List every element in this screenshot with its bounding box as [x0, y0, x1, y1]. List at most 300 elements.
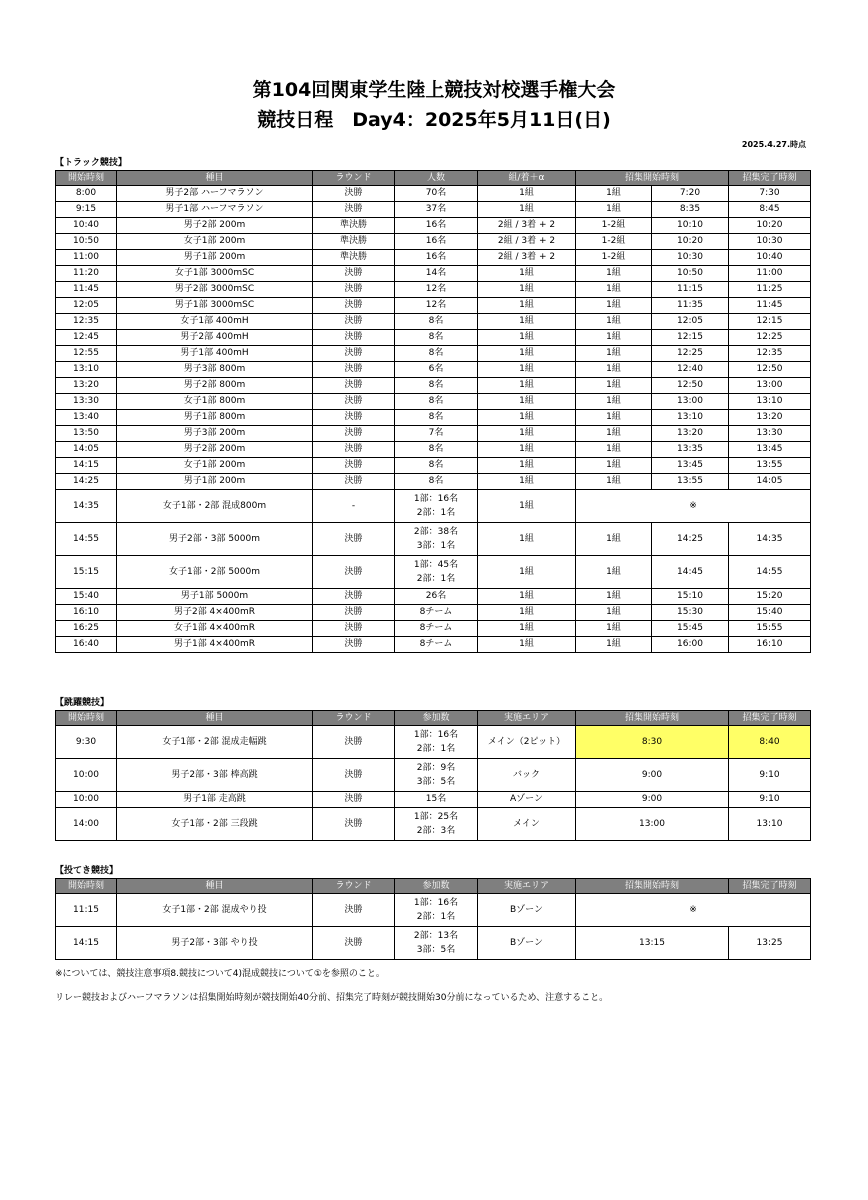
call-group-cell: 1組 [576, 266, 652, 282]
event-cell: 男子1部 5000m [117, 589, 313, 605]
heats-cell: 2組 / 3着 + 2 [478, 250, 576, 266]
start-time-cell: 13:20 [56, 378, 117, 394]
call-start-cell: 13:35 [652, 442, 729, 458]
call-end-cell: 13:10 [729, 808, 811, 841]
round-cell: 決勝 [313, 759, 395, 792]
heats-cell: 1組 [478, 346, 576, 362]
call-merged-cell: ※ [576, 894, 811, 927]
heats-cell: 1組 [478, 266, 576, 282]
page-subtitle: 競技日程 Day4：2025年5月11日(日) [257, 109, 611, 131]
round-cell: 決勝 [313, 346, 395, 362]
heats-cell: 1組 [478, 621, 576, 637]
count-cell [395, 726, 478, 759]
count-cell: 8名 [395, 330, 478, 346]
count-cell: 8名 [395, 442, 478, 458]
header-heats: 組/着＋α [478, 171, 576, 186]
call-group-cell: 1組 [576, 202, 652, 218]
round-cell: 決勝 [313, 726, 395, 759]
count-cell: 70名 [395, 186, 478, 202]
call-end-cell: 13:55 [729, 458, 811, 474]
call-group-cell: 1組 [576, 442, 652, 458]
event-cell: 男子1部 200m [117, 474, 313, 490]
event-cell: 男子2部 3000mSC [117, 282, 313, 298]
call-group-cell: 1組 [576, 330, 652, 346]
round-cell: 決勝 [313, 621, 395, 637]
heats-cell: 1組 [478, 362, 576, 378]
call-start-cell: 13:15 [576, 927, 729, 960]
event-cell: 女子1部 4×400mR [117, 621, 313, 637]
start-time-cell: 15:15 [56, 556, 117, 589]
heats-cell: 1組 [478, 314, 576, 330]
event-cell: 女子1部・2部 混成800m [117, 490, 313, 523]
call-start-cell: 10:20 [652, 234, 729, 250]
round-cell: 決勝 [313, 186, 395, 202]
round-cell: 決勝 [313, 378, 395, 394]
call-group-cell: 1組 [576, 186, 652, 202]
call-end-cell: 13:10 [729, 394, 811, 410]
heats-cell: 2組 / 3着 + 2 [478, 218, 576, 234]
call-end-cell: 13:45 [729, 442, 811, 458]
start-time-cell: 11:00 [56, 250, 117, 266]
event-cell: 女子1部・2部 三段跳 [117, 808, 313, 841]
start-time-cell: 14:55 [56, 523, 117, 556]
table-row [56, 218, 811, 234]
call-group-cell: 1組 [576, 346, 652, 362]
call-end-cell: 8:45 [729, 202, 811, 218]
start-time-cell: 14:25 [56, 474, 117, 490]
call-group-cell: 1組 [576, 589, 652, 605]
table-row [56, 314, 811, 330]
call-start-cell: 13:00 [652, 394, 729, 410]
heats-cell: 1組 [478, 458, 576, 474]
table-row [56, 792, 811, 808]
event-cell: 男子2部 800m [117, 378, 313, 394]
count-cell-line1: 1部：25名 [413, 811, 459, 822]
table-row [56, 490, 811, 523]
round-cell: 決勝 [313, 808, 395, 841]
call-end-cell: 8:40 [729, 726, 811, 759]
call-end-cell: 9:10 [729, 792, 811, 808]
table-row [56, 621, 811, 637]
call-group-cell: 1組 [576, 314, 652, 330]
event-cell: 男子2部・3部 棒高跳 [117, 759, 313, 792]
call-merged-cell: ※ [576, 490, 811, 523]
area-cell: Bゾーン [478, 894, 576, 927]
event-cell: 男子2部 400mH [117, 330, 313, 346]
call-group-cell: 1-2組 [576, 234, 652, 250]
heats-cell: 1組 [478, 637, 576, 653]
track-header-row [56, 171, 811, 186]
area-cell: Aゾーン [478, 792, 576, 808]
event-cell: 男子1部 800m [117, 410, 313, 426]
round-cell: 決勝 [313, 474, 395, 490]
header-call-end: 招集完了時刻 [729, 879, 811, 894]
table-row [56, 605, 811, 621]
call-start-cell: 8:35 [652, 202, 729, 218]
heats-cell: 1組 [478, 330, 576, 346]
header-start-time: 開始時刻 [56, 171, 117, 186]
count-cell [395, 490, 478, 523]
call-group-cell: 1組 [576, 523, 652, 556]
count-cell-line1: 2部：38名 [413, 526, 459, 537]
call-start-cell: 10:10 [652, 218, 729, 234]
call-group-cell: 1組 [576, 298, 652, 314]
round-cell: 決勝 [313, 266, 395, 282]
heats-cell: 2組 / 3着 + 2 [478, 234, 576, 250]
heats-cell: 1組 [478, 490, 576, 523]
table-row [56, 637, 811, 653]
round-cell: 準決勝 [313, 250, 395, 266]
start-time-cell: 9:15 [56, 202, 117, 218]
header-event: 種目 [117, 711, 313, 726]
call-end-cell: 10:20 [729, 218, 811, 234]
header-round: ラウンド [313, 171, 395, 186]
table-row [56, 442, 811, 458]
area-cell: メイン [478, 808, 576, 841]
start-time-cell: 13:30 [56, 394, 117, 410]
round-cell: 決勝 [313, 442, 395, 458]
start-time-cell: 14:35 [56, 490, 117, 523]
call-start-cell: 14:25 [652, 523, 729, 556]
round-cell: 決勝 [313, 362, 395, 378]
count-cell: 8名 [395, 346, 478, 362]
header-call-start: 招集開始時刻 [576, 879, 729, 894]
start-time-cell: 8:00 [56, 186, 117, 202]
call-group-cell: 1-2組 [576, 250, 652, 266]
table-row [56, 330, 811, 346]
table-row [56, 927, 811, 960]
count-cell-line2: 3部：1名 [416, 541, 456, 551]
header-event: 種目 [117, 171, 313, 186]
header-call-start: 招集開始時刻 [576, 711, 729, 726]
call-start-cell: 9:00 [576, 792, 729, 808]
start-time-cell: 11:20 [56, 266, 117, 282]
table-row [56, 394, 811, 410]
call-end-cell: 13:00 [729, 378, 811, 394]
header-event: 種目 [117, 879, 313, 894]
count-cell: 12名 [395, 298, 478, 314]
count-cell-line2: 3部：5名 [416, 945, 456, 955]
call-end-cell: 12:50 [729, 362, 811, 378]
count-cell: 7名 [395, 426, 478, 442]
count-cell: 8名 [395, 458, 478, 474]
round-cell: 決勝 [313, 282, 395, 298]
round-cell: 決勝 [313, 394, 395, 410]
event-cell: 男子2部・3部 やり投 [117, 927, 313, 960]
table-row [56, 266, 811, 282]
event-cell: 男子1部 3000mSC [117, 298, 313, 314]
table-row [56, 589, 811, 605]
count-cell: 15名 [395, 792, 478, 808]
round-cell: 決勝 [313, 605, 395, 621]
event-cell: 男子2部 200m [117, 218, 313, 234]
heats-cell: 1組 [478, 442, 576, 458]
round-cell: 決勝 [313, 330, 395, 346]
start-time-cell: 10:00 [56, 792, 117, 808]
start-time-cell: 16:40 [56, 637, 117, 653]
count-cell [395, 894, 478, 927]
call-end-cell: 14:05 [729, 474, 811, 490]
area-cell: バック [478, 759, 576, 792]
jump-schedule-table [55, 710, 811, 841]
round-cell: 決勝 [313, 458, 395, 474]
event-cell: 男子2部・3部 5000m [117, 523, 313, 556]
heats-cell: 1組 [478, 605, 576, 621]
round-cell: 決勝 [313, 202, 395, 218]
event-cell: 女子1部 200m [117, 458, 313, 474]
heats-cell: 1組 [478, 426, 576, 442]
start-time-cell: 9:30 [56, 726, 117, 759]
call-end-cell: 11:45 [729, 298, 811, 314]
count-cell-line1: 1部：16名 [413, 897, 459, 908]
area-cell: Bゾーン [478, 927, 576, 960]
call-start-cell: 8:30 [576, 726, 729, 759]
start-time-cell: 12:55 [56, 346, 117, 362]
call-group-cell: 1組 [576, 458, 652, 474]
count-cell-line1: 1部：45名 [413, 559, 459, 570]
area-cell: メイン（2ピット） [478, 726, 576, 759]
count-cell: 8チーム [395, 637, 478, 653]
call-group-cell: 1組 [576, 605, 652, 621]
count-cell-line2: 3部：5名 [416, 777, 456, 787]
heats-cell: 1組 [478, 282, 576, 298]
heats-cell: 1組 [478, 186, 576, 202]
event-cell: 女子1部 800m [117, 394, 313, 410]
track-schedule-table [55, 170, 811, 653]
call-start-cell: 13:10 [652, 410, 729, 426]
event-cell: 女子1部・2部 5000m [117, 556, 313, 589]
call-group-cell: 1組 [576, 394, 652, 410]
call-end-cell: 10:40 [729, 250, 811, 266]
count-cell-line1: 2部：9名 [416, 762, 456, 773]
call-start-cell: 10:50 [652, 266, 729, 282]
table-row [56, 726, 811, 759]
header-start-time: 開始時刻 [56, 879, 117, 894]
heats-cell: 1組 [478, 410, 576, 426]
call-start-cell: 14:45 [652, 556, 729, 589]
start-time-cell: 10:00 [56, 759, 117, 792]
count-cell: 37名 [395, 202, 478, 218]
call-start-cell: 12:50 [652, 378, 729, 394]
start-time-cell: 13:40 [56, 410, 117, 426]
call-start-cell: 13:20 [652, 426, 729, 442]
count-cell-line1: 1部：16名 [413, 729, 459, 740]
count-cell: 8名 [395, 394, 478, 410]
start-time-cell: 13:50 [56, 426, 117, 442]
call-group-cell: 1組 [576, 474, 652, 490]
table-row [56, 346, 811, 362]
round-cell: 決勝 [313, 410, 395, 426]
count-cell [395, 808, 478, 841]
jump-header-row [56, 711, 811, 726]
call-end-cell: 13:30 [729, 426, 811, 442]
round-cell: 決勝 [313, 927, 395, 960]
count-cell [395, 927, 478, 960]
header-count: 参加数 [395, 879, 478, 894]
call-group-cell: 1組 [576, 362, 652, 378]
jump-section-label: 【跳躍競技】 [55, 698, 110, 708]
round-cell: 決勝 [313, 792, 395, 808]
table-row [56, 282, 811, 298]
event-cell: 女子1部 200m [117, 234, 313, 250]
start-time-cell: 14:00 [56, 808, 117, 841]
throw-header-row [56, 879, 811, 894]
table-row [56, 759, 811, 792]
call-start-cell: 12:15 [652, 330, 729, 346]
heats-cell: 1組 [478, 378, 576, 394]
event-cell: 男子1部 4×400mR [117, 637, 313, 653]
event-cell: 男子3部 200m [117, 426, 313, 442]
count-cell-line2: 2部：1名 [416, 912, 456, 922]
count-cell: 16名 [395, 218, 478, 234]
round-cell: 決勝 [313, 637, 395, 653]
count-cell-line1: 1部：16名 [413, 493, 459, 504]
note-relay: リレー競技およびハーフマラソンは招集開始時刻が競技開始40分前、招集完了時刻が競技開始30分前になっているため、注意すること。 [55, 993, 609, 1003]
call-start-cell: 16:00 [652, 637, 729, 653]
header-area: 実施エリア [478, 711, 576, 726]
table-row [56, 186, 811, 202]
call-end-cell: 15:20 [729, 589, 811, 605]
start-time-cell: 10:50 [56, 234, 117, 250]
count-cell-line2: 2部：1名 [416, 744, 456, 754]
count-cell: 8名 [395, 474, 478, 490]
start-time-cell: 14:15 [56, 927, 117, 960]
table-row [56, 808, 811, 841]
table-row [56, 250, 811, 266]
call-group-cell: 1組 [576, 637, 652, 653]
start-time-cell: 11:15 [56, 894, 117, 927]
start-time-cell: 14:15 [56, 458, 117, 474]
count-cell [395, 556, 478, 589]
call-start-cell: 13:55 [652, 474, 729, 490]
call-group-cell: 1組 [576, 426, 652, 442]
table-row [56, 362, 811, 378]
heats-cell: 1組 [478, 474, 576, 490]
round-cell: - [313, 490, 395, 523]
call-end-cell: 14:55 [729, 556, 811, 589]
header-call-end: 招集完了時刻 [729, 171, 811, 186]
call-end-cell: 10:30 [729, 234, 811, 250]
count-cell-line2: 2部：1名 [416, 508, 456, 518]
event-cell: 男子1部 ハーフマラソン [117, 202, 313, 218]
call-group-cell: 1-2組 [576, 218, 652, 234]
call-group-cell: 1組 [576, 378, 652, 394]
as-of-date: 2025.4.27.時点 [741, 140, 806, 149]
event-cell: 女子1部 400mH [117, 314, 313, 330]
heats-cell: 1組 [478, 298, 576, 314]
start-time-cell: 16:25 [56, 621, 117, 637]
round-cell: 決勝 [313, 556, 395, 589]
event-cell: 男子1部 200m [117, 250, 313, 266]
event-cell: 女子1部 3000mSC [117, 266, 313, 282]
start-time-cell: 15:40 [56, 589, 117, 605]
call-end-cell: 7:30 [729, 186, 811, 202]
call-end-cell: 13:20 [729, 410, 811, 426]
call-end-cell: 16:10 [729, 637, 811, 653]
count-cell: 26名 [395, 589, 478, 605]
event-cell: 男子2部 4×400mR [117, 605, 313, 621]
count-cell [395, 523, 478, 556]
call-start-cell: 15:45 [652, 621, 729, 637]
call-start-cell: 13:45 [652, 458, 729, 474]
call-end-cell: 11:00 [729, 266, 811, 282]
header-round: ラウンド [313, 879, 395, 894]
note-asterisk: ※については、競技注意事項8.競技について4)混成競技について①を参照のこと。 [55, 969, 385, 979]
count-cell-line2: 2部：1名 [416, 574, 456, 584]
count-cell: 8名 [395, 314, 478, 330]
heats-cell: 1組 [478, 589, 576, 605]
throw-schedule-table [55, 878, 811, 960]
call-start-cell: 12:25 [652, 346, 729, 362]
heats-cell: 1組 [478, 523, 576, 556]
call-end-cell: 12:25 [729, 330, 811, 346]
call-end-cell: 12:35 [729, 346, 811, 362]
round-cell: 決勝 [313, 523, 395, 556]
table-row [56, 458, 811, 474]
table-row [56, 474, 811, 490]
header-round: ラウンド [313, 711, 395, 726]
event-cell: 男子3部 800m [117, 362, 313, 378]
start-time-cell: 10:40 [56, 218, 117, 234]
table-row [56, 202, 811, 218]
call-group-cell: 1組 [576, 282, 652, 298]
count-cell: 16名 [395, 250, 478, 266]
call-end-cell: 14:35 [729, 523, 811, 556]
throw-section-label: 【投てき競技】 [55, 866, 119, 876]
heats-cell: 1組 [478, 556, 576, 589]
call-end-cell: 15:55 [729, 621, 811, 637]
count-cell: 12名 [395, 282, 478, 298]
round-cell: 決勝 [313, 426, 395, 442]
call-end-cell: 15:40 [729, 605, 811, 621]
call-group-cell: 1組 [576, 621, 652, 637]
start-time-cell: 16:10 [56, 605, 117, 621]
call-start-cell: 13:00 [576, 808, 729, 841]
header-area: 実施エリア [478, 879, 576, 894]
count-cell-line1: 2部：13名 [413, 930, 459, 941]
count-cell: 8チーム [395, 621, 478, 637]
call-end-cell: 12:15 [729, 314, 811, 330]
call-start-cell: 11:35 [652, 298, 729, 314]
start-time-cell: 13:10 [56, 362, 117, 378]
call-start-cell: 12:40 [652, 362, 729, 378]
call-start-cell: 12:05 [652, 314, 729, 330]
start-time-cell: 12:05 [56, 298, 117, 314]
count-cell: 8名 [395, 410, 478, 426]
start-time-cell: 11:45 [56, 282, 117, 298]
count-cell: 8名 [395, 378, 478, 394]
table-row [56, 426, 811, 442]
call-start-cell: 15:10 [652, 589, 729, 605]
event-cell: 女子1部・2部 混成走幅跳 [117, 726, 313, 759]
header-count: 参加数 [395, 711, 478, 726]
header-start-time: 開始時刻 [56, 711, 117, 726]
page-title: 第104回関東学生陸上競技対校選手権大会 [252, 79, 616, 101]
call-end-cell: 13:25 [729, 927, 811, 960]
call-start-cell: 15:30 [652, 605, 729, 621]
table-row [56, 556, 811, 589]
event-cell: 男子1部 走高跳 [117, 792, 313, 808]
round-cell: 準決勝 [313, 218, 395, 234]
track-section-label: 【トラック競技】 [55, 158, 127, 168]
call-group-cell: 1組 [576, 556, 652, 589]
event-cell: 男子1部 400mH [117, 346, 313, 362]
count-cell: 6名 [395, 362, 478, 378]
call-start-cell: 10:30 [652, 250, 729, 266]
table-row [56, 298, 811, 314]
event-cell: 男子2部 ハーフマラソン [117, 186, 313, 202]
call-end-cell: 11:25 [729, 282, 811, 298]
